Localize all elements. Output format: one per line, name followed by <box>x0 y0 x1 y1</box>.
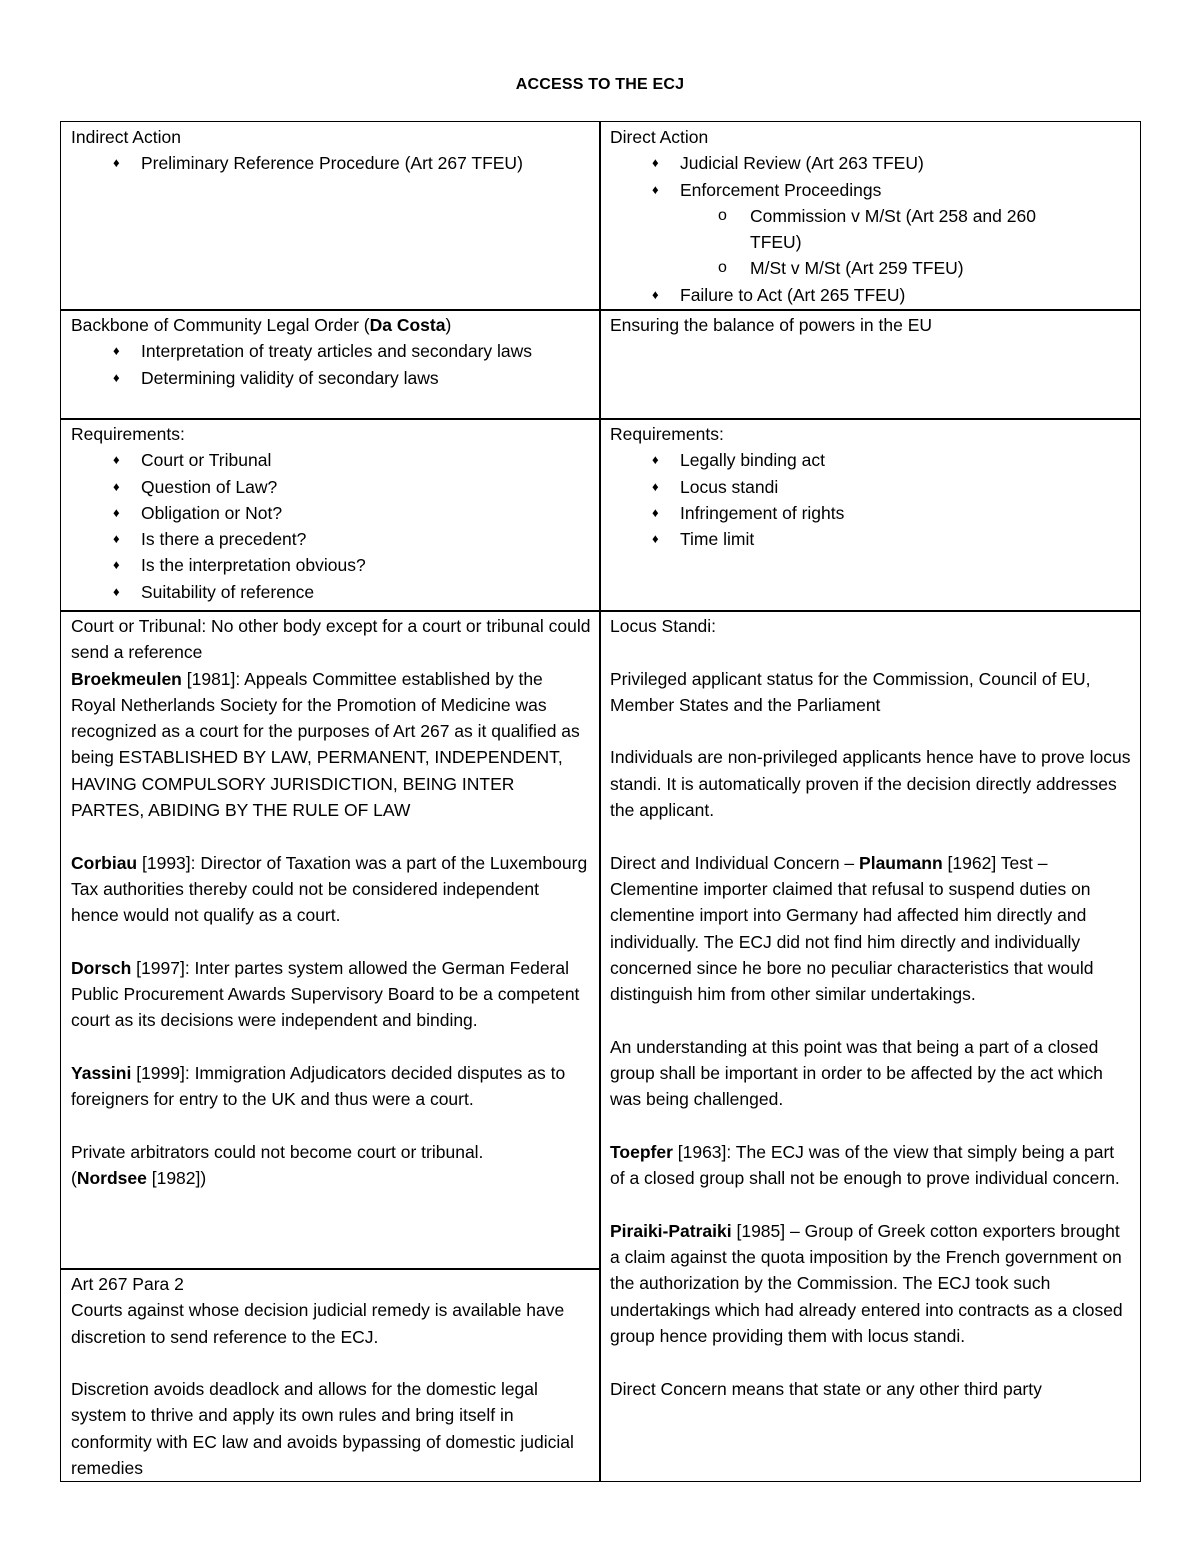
paragraph: Discretion avoids deadlock and allows for the domestic legal system to thrive and apply its own rules and bring itself in conformity with EC law and avoids bypassing of domestic judicial remedies <box>71 1379 574 1479</box>
paren: ( <box>71 1168 77 1189</box>
paragraph <box>610 1218 1131 1349</box>
cell-locus-standi <box>599 610 1141 1482</box>
case-name: Piraiki-Patraiki <box>610 1220 732 1241</box>
paragraph: Direct Concern means that state or any other third party <box>610 1378 1042 1399</box>
list-item-label: Enforcement Proceedings <box>680 179 882 200</box>
paragraph: An understanding at this point was that being a part of a closed group shall be important in order to be affected by the act which was being challenged. <box>610 1036 1103 1110</box>
paragraph: Private arbitrators could not become court or tribunal. <box>71 1141 484 1162</box>
list-item: ♦ Is the interpretation obvious? <box>141 552 591 578</box>
bullet-list <box>610 150 1131 308</box>
paragraph: Courts against whose decision judicial remedy is available have discretion to send reference to the ECJ. <box>71 1300 565 1347</box>
case-text: [1981]: Appeals Committee established by the Royal Netherlands Society for the Promotion of Medicine was recognized as a court for the purposes of Art 267 as it qualified as being ESTABLISHED BY LAW, PERMANENT, INDEPENDENT, HAVING COMPULSORY JURISDICTION, BEING INTER PARTES, ABIDING BY THE RULE OF LAW <box>71 668 580 821</box>
case-text: [1993]: Director of Taxation was a part of the Luxembourg Tax authorities thereby could not be considered independent hence would not qualify as a court. <box>71 852 588 926</box>
cell-balance-of-powers <box>599 309 1141 420</box>
case-text: [1962] Test – Clementine importer claimed that refusal to suspend duties on clementine import into Germany had affected him directly and individually. The ECJ did not find him directly and individually concerned since he bore no peculiar characteristics that would distinguish him from other similar undertakings. <box>610 852 1094 1005</box>
list-item: ♦ Obligation or Not? <box>141 500 591 526</box>
cell-heading <box>71 312 591 338</box>
cell-heading: Art 267 Para 2 <box>71 1274 184 1294</box>
case-name: Yassini <box>71 1063 132 1084</box>
list-item: ♦ Infringement of rights <box>680 500 1131 526</box>
cell-heading: Requirements: <box>610 424 724 444</box>
list-item: ♦ Is there a precedent? <box>141 526 591 552</box>
bullet-list <box>71 338 591 391</box>
case-name: Da Costa <box>369 315 446 335</box>
case-text: [1985] – Group of Greek cotton exporters brought a claim against the quota imposition by the French government on the authorization by the Commission. The ECJ took such undertakings which had already entered into contracts as a closed group hence providing them with locus standi. <box>610 1220 1123 1347</box>
paragraph: Privileged applicant status for the Commission, Council of EU, Member States and the Parliament <box>610 668 1091 715</box>
bullet-list <box>610 447 1131 552</box>
case-name: Broekmeulen <box>71 668 182 689</box>
cell-direct-action <box>599 121 1141 311</box>
paragraph <box>71 1060 591 1113</box>
paragraph <box>71 1165 591 1191</box>
case-text: [1982]) <box>146 1168 207 1189</box>
list-item: ♦ Interpretation of treaty articles and secondary laws <box>141 338 551 364</box>
paragraph <box>71 955 591 1034</box>
case-name: Corbiau <box>71 852 138 873</box>
list-item: ♦ Legally binding act <box>680 447 1131 473</box>
list-item: ♦ Determining validity of secondary laws <box>141 365 551 391</box>
paragraph: Individuals are non-privileged applicants hence have to prove locus standi. It is automatically proven if the decision directly addresses the applicant. <box>610 747 1131 821</box>
list-item: ♦ Time limit <box>680 526 1131 552</box>
bullet-list <box>71 447 591 605</box>
heading-text: ) <box>445 315 452 335</box>
cell-court-or-tribunal <box>60 610 601 1270</box>
case-text: [1999]: Immigration Adjudicators decided disputes as to foreigners for entry to the UK and thus were a court. <box>71 1063 566 1110</box>
page-title: ACCESS TO THE ECJ <box>515 76 685 93</box>
heading-text: Backbone of Community Legal Order ( <box>71 315 370 335</box>
case-name: Toepfer <box>610 1141 673 1162</box>
list-item: ♦ Judicial Review (Art 263 TFEU) <box>680 150 1131 176</box>
cell-heading: Direct Action <box>610 127 709 147</box>
list-item: ♦ Court or Tribunal <box>141 447 591 473</box>
paragraph <box>610 1139 1131 1192</box>
cell-backbone <box>60 309 601 420</box>
case-name: Plaumann <box>859 852 943 873</box>
sub-list-item: o Commission v M/St (Art 258 and 260 TFEU) <box>750 203 1131 256</box>
case-text: [1963]: The ECJ was of the view that simply being a part of a closed group shall not be enough to prove individual concern. <box>610 1141 1120 1189</box>
list-item: ♦ Preliminary Reference Procedure (Art 267 TFEU) <box>141 150 591 176</box>
cell-requirements-indirect <box>60 418 601 612</box>
case-text: Direct and Individual Concern – <box>610 852 860 873</box>
paragraph <box>71 666 591 824</box>
list-item: ♦ Question of Law? <box>141 474 591 500</box>
cell-heading: Requirements: <box>71 424 185 444</box>
cell-heading: Indirect Action <box>71 127 181 147</box>
list-item: ♦ Failure to Act (Art 265 TFEU) <box>680 282 1131 308</box>
case-text: [1997]: Inter partes system allowed the German Federal Public Procurement Awards Supervisory Board to be a competent court as its decisions were independent and binding. <box>71 957 580 1031</box>
list-item <box>680 177 1131 282</box>
list-item: ♦ Locus standi <box>680 474 1131 500</box>
paragraph <box>71 850 591 929</box>
case-name: Dorsch <box>71 957 132 978</box>
cell-art-267-para-2 <box>60 1268 601 1482</box>
paragraph <box>610 850 1131 1008</box>
bullet-list <box>71 150 591 176</box>
cell-requirements-direct <box>599 418 1141 612</box>
paragraph: Court or Tribunal: No other body except for a court or tribunal could send a reference <box>71 616 591 663</box>
list-item: ♦ Suitability of reference <box>141 579 591 605</box>
cell-indirect-action <box>60 121 601 311</box>
sub-list-item: o M/St v M/St (Art 259 TFEU) <box>750 255 1131 281</box>
sub-list <box>680 203 1131 282</box>
case-name: Nordsee <box>76 1168 147 1189</box>
cell-heading: Locus Standi: <box>610 616 717 636</box>
cell-heading: Ensuring the balance of powers in the EU <box>610 315 932 335</box>
